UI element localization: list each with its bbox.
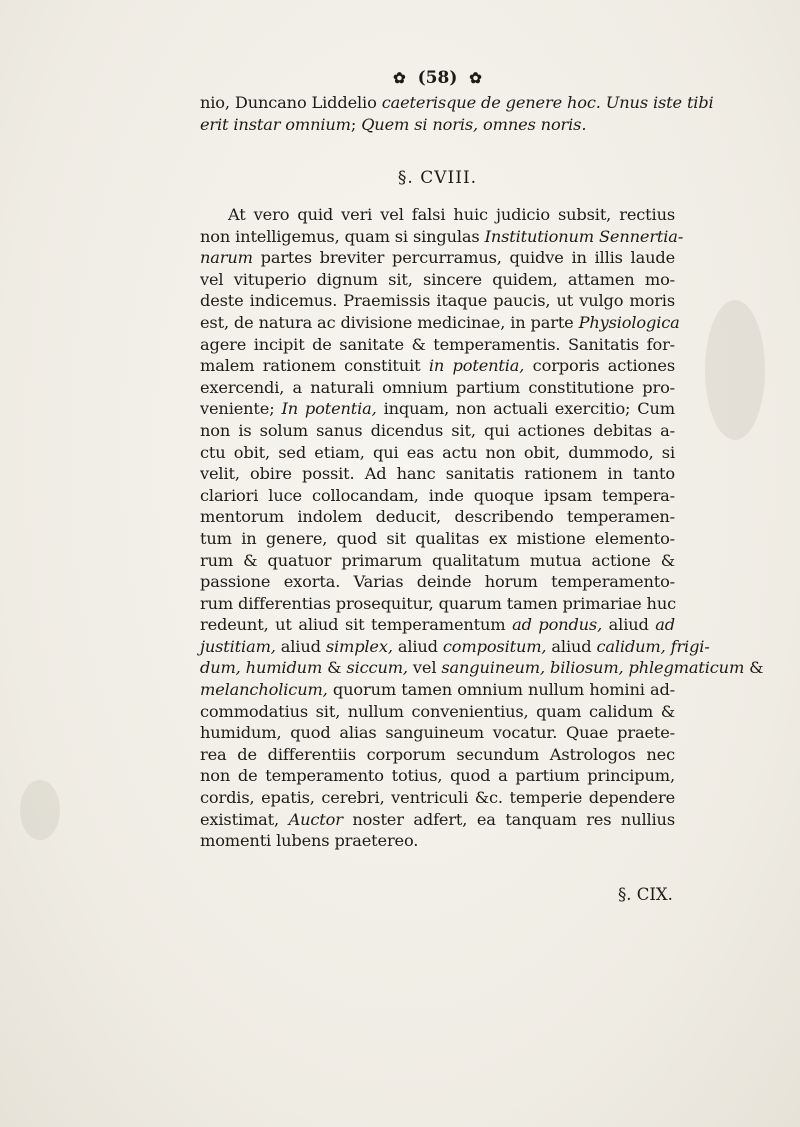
italic-text: justitiam, xyxy=(200,636,276,656)
italic-text: sanguineum, biliosum, phlegmaticum xyxy=(441,658,745,678)
text-run: aliud xyxy=(392,636,443,656)
text-line xyxy=(200,114,675,136)
text-line xyxy=(200,204,675,226)
text-run: rum differentias prosequitur, quarum tamen primariae huc xyxy=(200,593,677,613)
text-run: non de temperamento totius, quod a partium principum, xyxy=(200,766,675,786)
text-run: nio, Duncano Liddelio xyxy=(200,93,382,112)
text-line xyxy=(200,722,675,744)
text-line xyxy=(200,550,675,572)
text-run: non intelligemus, quam si singulas xyxy=(200,226,485,246)
flower-ornament-icon: ✿ xyxy=(393,69,406,87)
text-run: malem rationem constituit xyxy=(200,356,429,376)
text-line xyxy=(200,312,680,334)
text-run: vel xyxy=(407,658,442,678)
text-run: est, de natura ac divisione medicinae, in parte xyxy=(200,312,579,332)
text-line xyxy=(200,809,675,831)
text-run: rum & quatuor primarum qualitatum mutua actione & xyxy=(200,550,675,570)
text-run: existimat, xyxy=(200,809,289,829)
text-run: ctu obit, sed etiam, qui eas actu non obit, dummodo, si xyxy=(200,442,675,462)
text-line xyxy=(200,506,675,528)
text-run: humidum, quod alias sanguineum vocatur. Quae praete- xyxy=(200,723,675,743)
text-run: redeunt, ut aliud sit temperamentum xyxy=(200,615,513,635)
italic-text: Quem si noris, omnes noris. xyxy=(361,114,587,134)
text-line xyxy=(200,787,675,809)
text-line xyxy=(200,247,675,269)
italic-text: caeterisque de genere hoc. Unus iste tibi xyxy=(381,93,714,112)
text-line xyxy=(200,377,675,399)
italic-text: narum xyxy=(200,248,253,268)
text-line xyxy=(200,614,675,636)
text-run: deste indicemus. Praemissis itaque paucis, ut vulgo moris xyxy=(200,291,675,311)
italic-text: simplex, xyxy=(325,636,393,656)
text-run: clariori luce collocandam, inde quoque ipsam tempera- xyxy=(200,485,675,505)
page-stain xyxy=(20,780,60,840)
text-run: exercendi, a naturali omnium partium constitutione pro- xyxy=(200,377,675,397)
italic-text: In potentia, xyxy=(281,399,377,419)
text-run: tum in genere, quod sit qualitas ex mistione elemento- xyxy=(200,528,675,548)
italic-text: compositum, xyxy=(442,636,547,656)
flower-ornament-icon: ✿ xyxy=(469,69,482,87)
text-run: agere incipit de sanitate & temperamentis. Sanitatis for- xyxy=(200,334,675,354)
text-run: aliud xyxy=(275,636,326,656)
text-run: passione exorta. Varias deinde horum temperamento- xyxy=(200,572,675,592)
page-header xyxy=(200,68,675,88)
italic-text: ad xyxy=(655,615,675,635)
text-line xyxy=(200,269,675,291)
text-line xyxy=(200,765,675,787)
text-run: aliud xyxy=(546,636,597,656)
italic-text: siccum, xyxy=(346,658,408,678)
text-line xyxy=(200,355,675,377)
text-line xyxy=(200,744,675,766)
text-line xyxy=(200,571,675,593)
text-line xyxy=(200,485,675,507)
text-run: inquam, non actuali exercitio; Cum xyxy=(376,399,675,419)
italic-text: melancholicum, xyxy=(200,680,328,700)
text-line xyxy=(200,463,675,485)
text-line xyxy=(200,830,675,852)
text-line xyxy=(200,334,675,356)
text-run: vel vituperio dignum sit, sincere quidem, attamen mo- xyxy=(200,269,675,289)
italic-text: Auctor xyxy=(288,809,343,829)
text-line xyxy=(200,679,675,701)
text-line xyxy=(200,226,684,248)
text-line xyxy=(200,657,764,679)
intro-paragraph xyxy=(200,92,714,135)
text-line xyxy=(200,92,714,114)
text-run: commodatius sit, nullum convenientius, quam calidum & xyxy=(200,701,675,721)
text-line xyxy=(200,528,675,550)
catchword: §. CIX. xyxy=(618,885,673,904)
text-run: & xyxy=(744,658,764,678)
text-run: & xyxy=(322,658,347,678)
text-run: quorum tamen omnium nullum homini ad- xyxy=(327,680,675,700)
text-run: ; xyxy=(350,114,362,134)
italic-text: in potentia, xyxy=(428,356,525,376)
italic-text: calidum, frigi- xyxy=(596,636,710,656)
italic-text: Physiologica xyxy=(578,312,680,332)
text-run: cordis, epatis, cerebri, ventriculi &c. temperie dependere xyxy=(200,788,675,808)
text-run: corporis actiones xyxy=(524,356,676,376)
text-run: aliud xyxy=(602,615,656,635)
text-line xyxy=(200,593,675,615)
text-run: momenti lubens praetereo. xyxy=(200,831,419,851)
text-line xyxy=(200,442,675,464)
italic-text: erit instar omnium xyxy=(200,114,351,134)
text-run: At vero quid veri vel falsi huic judicio subsit, rectius xyxy=(228,205,675,224)
text-line xyxy=(200,701,675,723)
text-run: rea de differentiis corporum secundum Astrologos nec xyxy=(200,744,675,764)
page-number: (58) xyxy=(417,68,458,88)
text-run: velit, obire possit. Ad hanc sanitatis rationem in tanto xyxy=(200,464,675,484)
text-run: noster adfert, ea tanquam res nullius xyxy=(342,809,675,829)
text-run: non is solum sanus dicendus sit, qui actiones debitas a- xyxy=(200,420,675,440)
page-stain xyxy=(705,300,765,440)
body-paragraph xyxy=(200,204,764,852)
section-heading: §. CVIII. xyxy=(397,168,478,188)
text-line xyxy=(200,420,675,442)
text-run: mentorum indolem deducit, describendo temperamen- xyxy=(200,507,675,527)
text-run: partes breviter percurramus, quidve in illis laude xyxy=(252,248,675,268)
text-run: veniente; xyxy=(200,399,282,419)
italic-text: ad pondus, xyxy=(512,615,603,635)
italic-text: dum, humidum xyxy=(200,658,323,678)
italic-text: Institutionum Sennertia- xyxy=(484,226,684,246)
text-line xyxy=(200,290,675,312)
text-line xyxy=(200,636,710,658)
text-line xyxy=(200,398,675,420)
